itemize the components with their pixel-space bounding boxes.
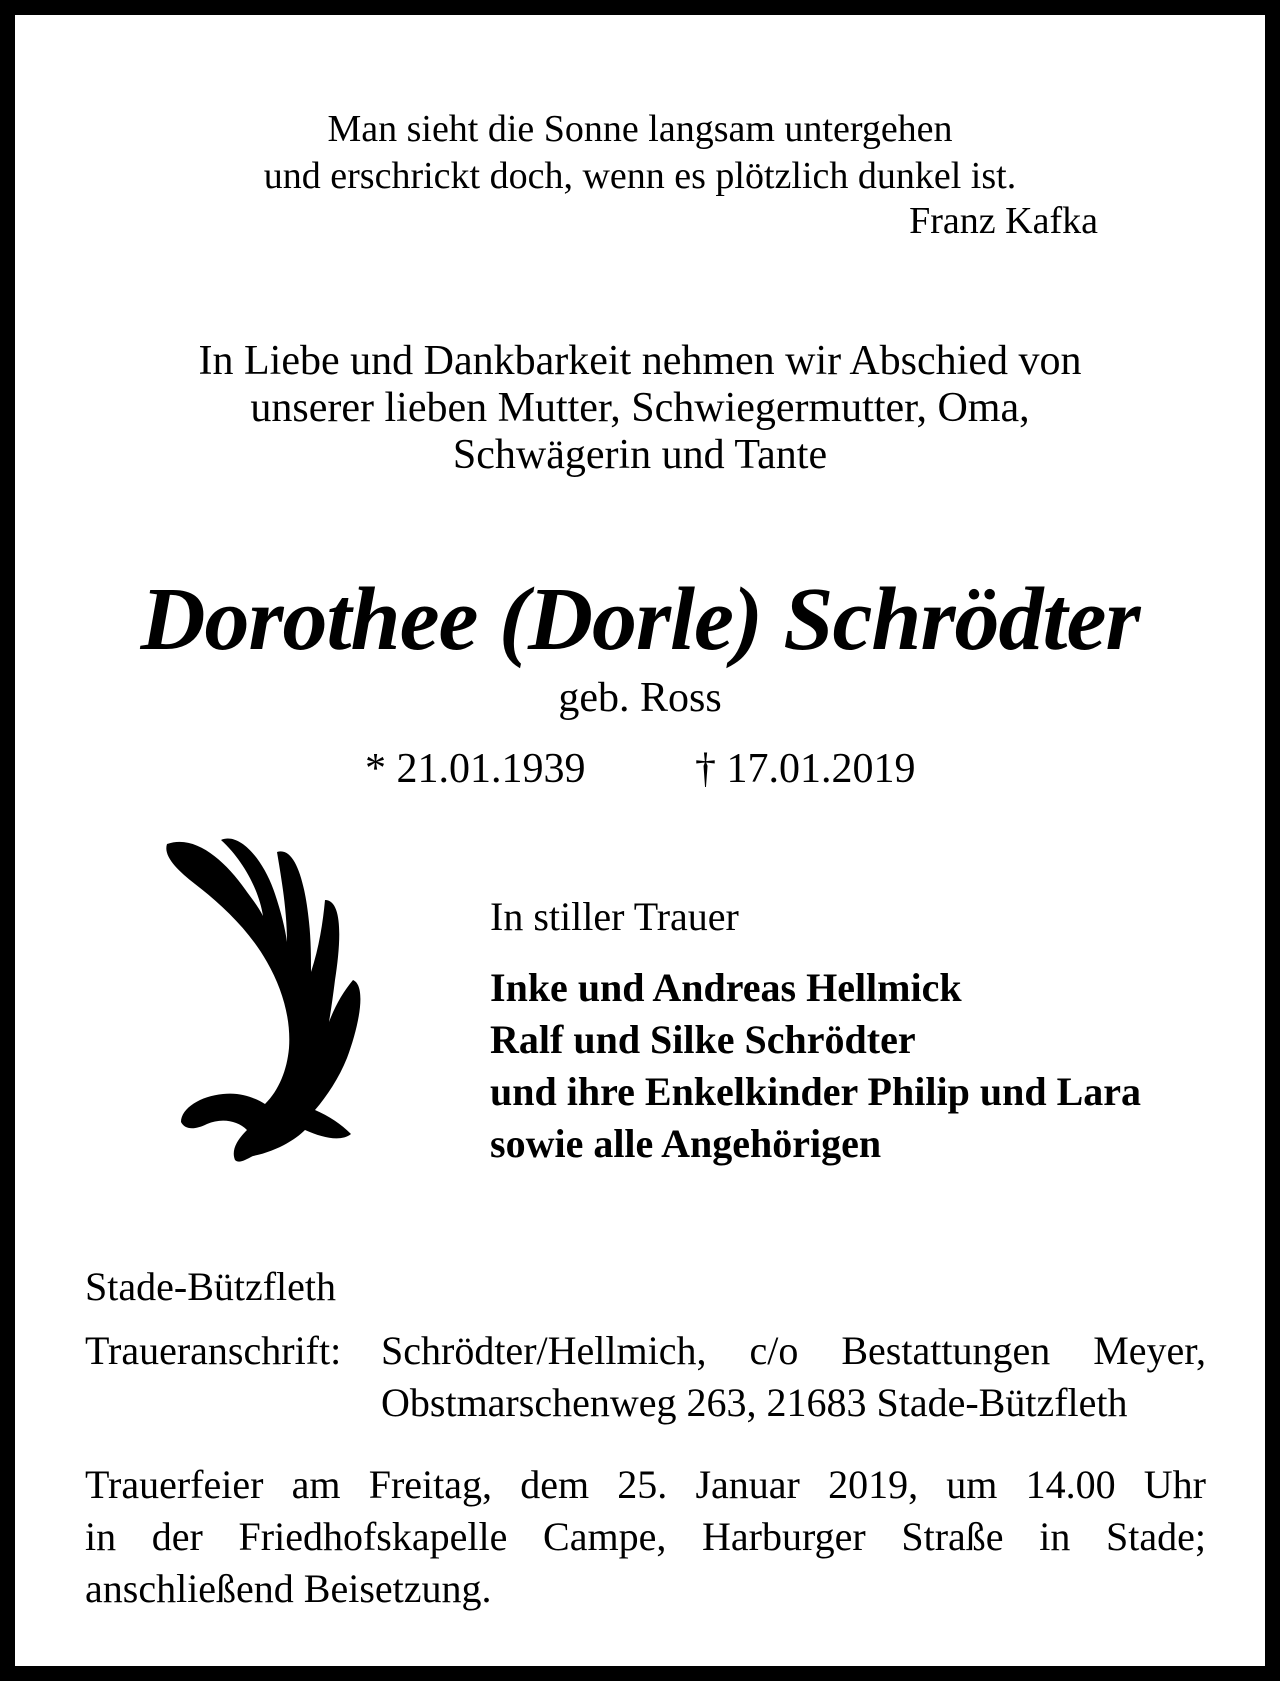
address-line-2: Obstmarschenweg 263, 21683 Stade-Bützfleth <box>381 1380 1128 1425</box>
mourners-heading: In stiller Trauer <box>490 894 739 939</box>
quote-line-2: und erschrickt doch, wenn es plötzlich dunkel ist. <box>263 155 1017 197</box>
mourner-line-2: Ralf und Silke Schrödter <box>490 1017 916 1062</box>
mourner-line-1: Inke und Andreas Hellmick <box>490 965 962 1010</box>
deceased-name: Dorothee (Dorle) Schrödter <box>140 570 1140 669</box>
mourner-line-3: und ihre Enkelkinder Philip und Lara <box>490 1069 1141 1114</box>
intro-line-2: unserer lieben Mutter, Schwiegermutter, Oma, <box>250 385 1030 431</box>
place-name: Stade-Bützfleth <box>85 1264 337 1309</box>
address-label: Traueranschrift: <box>85 1328 342 1373</box>
address-line-1: Schrödter/Hellmich, c/o Bestattungen Meyer, <box>381 1328 1206 1373</box>
maiden-name: geb. Ross <box>558 675 722 721</box>
quote-author: Franz Kafka <box>909 200 1098 242</box>
stag-antler-emblem-icon <box>155 830 370 1170</box>
service-line-3: anschließend Beisetzung. <box>85 1566 492 1611</box>
mourner-line-4: sowie alle Angehörigen <box>490 1121 882 1166</box>
service-line-2: in der Friedhofskapelle Campe, Harburger Straße in Stade; <box>85 1514 1206 1559</box>
service-line-1: Trauerfeier am Freitag, dem 25. Januar 2019, um 14.00 Uhr <box>85 1462 1206 1507</box>
death-date: † 17.01.2019 <box>695 746 916 792</box>
quote-line-1: Man sieht die Sonne langsam untergehen <box>327 108 953 150</box>
birth-date: * 21.01.1939 <box>365 746 586 792</box>
intro-line-3: Schwägerin und Tante <box>452 432 828 478</box>
intro-line-1: In Liebe und Dankbarkeit nehmen wir Abschied von <box>198 338 1082 384</box>
